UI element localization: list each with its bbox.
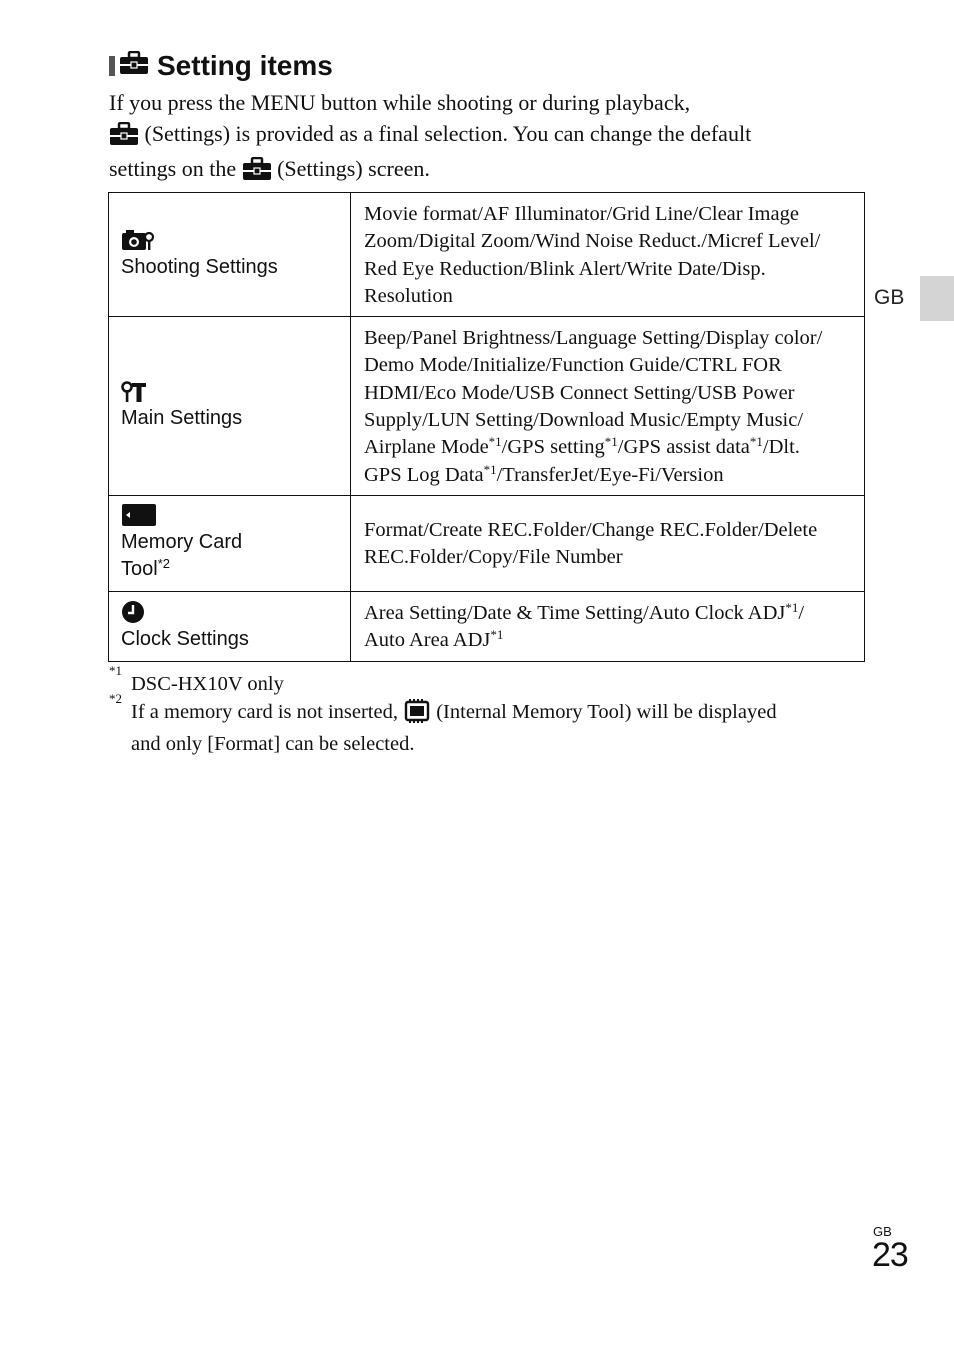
row-items-cell: [351, 495, 865, 591]
intro-line-2: [109, 119, 859, 155]
item-line: Red Eye Reduction/Blink Alert/Write Date/Disp.: [364, 257, 766, 280]
row-items-cell: [351, 591, 865, 661]
item-line: REC.Folder/Copy/File Number: [364, 546, 623, 569]
footnote-ref: *1: [488, 434, 502, 450]
row-label-cell: [109, 317, 351, 496]
row-label: Shooting Settings: [121, 256, 278, 279]
page-title: Setting items: [157, 50, 333, 81]
row-label-cell: [109, 495, 351, 591]
item-line: HDMI/Eco Mode/USB Connect Setting/USB Power: [364, 381, 795, 404]
toolbox-icon: [242, 157, 272, 190]
footnote-2: *2 If a memory card is not inserted, (Internal Memory Tool) will be displayed and only [Format] can be selected.: [109, 699, 869, 759]
item-line: [364, 600, 851, 627]
intro-line-3-start: settings on the: [109, 156, 237, 181]
footnote-ref: *1: [604, 434, 618, 450]
item-text: /GPS assist data: [617, 436, 750, 459]
wrench-icon: [121, 381, 147, 403]
item-text: Auto Area ADJ: [364, 629, 491, 652]
item-line: Demo Mode/Initialize/Function Guide/CTRL FOR: [364, 354, 782, 377]
settings-table: [108, 192, 865, 662]
footnote-ref: *1: [490, 627, 504, 643]
footnote-text-line-2: and only [Format] can be selected.: [131, 733, 415, 755]
row-label-cell: [109, 193, 351, 317]
footnote-ref: *1: [785, 599, 799, 615]
footnote-ref: *1: [749, 434, 763, 450]
table-row-main: [109, 317, 865, 496]
table-row-memory-card: [109, 495, 865, 591]
intro-line-2-text: (Settings) is provided as a final selection. You can change the default: [144, 120, 752, 146]
item-text: /GPS setting: [501, 436, 605, 459]
footnotes: [109, 663, 869, 759]
page-lang: GB: [873, 1224, 892, 1239]
row-items-cell: [351, 317, 865, 496]
item-line: Zoom/Digital Zoom/Wind Noise Reduct./Micref Level/: [364, 230, 821, 253]
item-text: GPS Log Data: [364, 463, 484, 486]
footnote-ref: *2: [157, 556, 170, 572]
footnote-text: (Internal Memory Tool) will be displayed: [436, 700, 777, 723]
page-number: 23: [872, 1236, 908, 1274]
row-items-cell: [351, 193, 865, 317]
row-label: Main Settings: [121, 406, 243, 429]
row-label-line-2: [121, 558, 170, 580]
row-label-cell: [109, 591, 351, 661]
table-row-clock: [109, 591, 865, 661]
row-label: Clock Settings: [121, 627, 249, 650]
item-text: /: [798, 601, 805, 624]
footnote-text: DSC-HX10V only: [131, 673, 284, 695]
footnote-ref: *1: [483, 461, 497, 477]
footnote-text: If a memory card is not inserted,: [131, 700, 398, 723]
intro-line-3-end: (Settings) screen.: [277, 156, 430, 181]
toolbox-icon: [119, 50, 149, 82]
intro-line-1: If you press the MENU button while shooting or during playback,: [109, 90, 691, 115]
item-text: Airplane Mode: [364, 436, 489, 459]
table-row-shooting: [109, 193, 865, 317]
item-line: [364, 627, 851, 654]
item-line: [364, 462, 851, 489]
item-text: /Dlt.: [762, 436, 800, 459]
side-tab: [920, 276, 954, 321]
item-line: Format/Create REC.Folder/Change REC.Folder/Delete: [364, 519, 818, 542]
memory-card-icon: [121, 503, 157, 527]
item-line: Movie format/AF Illuminator/Grid Line/Clear Image: [364, 203, 799, 225]
row-label: Tool: [121, 558, 158, 581]
toolbox-icon: [109, 122, 139, 155]
internal-memory-icon: [403, 699, 431, 732]
heading-marker: [109, 56, 115, 76]
item-text: Area Setting/Date & Time Setting/Auto Clock ADJ: [364, 601, 786, 624]
item-line: Beep/Panel Brightness/Language Setting/Display color/: [364, 327, 823, 350]
intro-paragraph: [109, 88, 859, 190]
row-label-line-1: Memory Card: [121, 531, 243, 554]
side-tab-label: GB: [874, 286, 905, 309]
item-line: [364, 434, 851, 461]
section-heading: [109, 48, 333, 84]
intro-line-3: [109, 154, 859, 190]
clock-icon: [121, 600, 145, 624]
item-line: Supply/LUN Setting/Download Music/Empty Music/: [364, 409, 804, 432]
item-text: /TransferJet/Eye-Fi/Version: [496, 463, 724, 486]
camera-icon: [121, 228, 155, 252]
item-line: Resolution: [364, 284, 453, 307]
footnote-1: *1 DSC-HX10V only: [109, 663, 284, 695]
